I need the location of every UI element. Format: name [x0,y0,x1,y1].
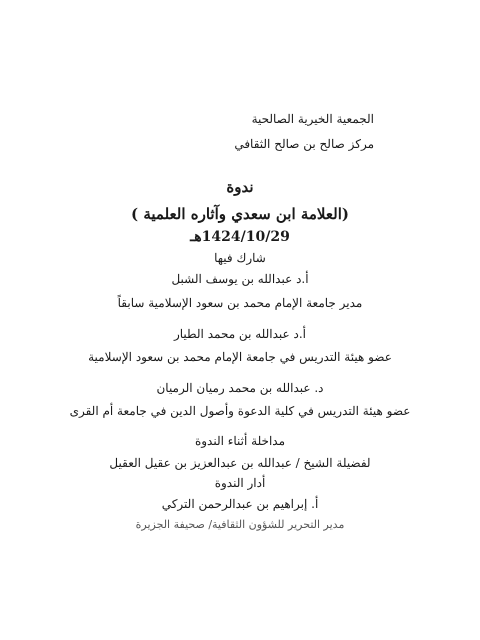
participant-role: عضو هيئة التدريس في جامعة الإمام محمد بن سعود الإسلامية [88,350,392,364]
contribution-heading: مداخلة أثناء الندوة [194,434,286,448]
organization-name: الجمعية الخيرية الصالحية [251,112,374,126]
contribution-person: لفضيلة الشيخ / عبدالله بن عبدالعزيز بن عقيل العقيل [109,456,371,470]
moderator-name: أ. إبراهيم بن عبدالرحمن التركي [161,497,319,511]
moderator-heading: أدار الندوة [214,476,266,490]
participant-name: أ.د عبدالله بن يوسف الشبل [171,272,309,286]
moderator-role: مدير التحرير للشؤون الثقافية/ صحيفة الجزيرة [135,518,345,531]
symposium-label: ندوة [226,178,254,196]
symposium-subject: (العلامة ابن سعدي وآثاره العلمية ) [131,205,349,223]
participant-role: عضو هيئة التدريس في كلية الدعوة وأصول الدين في جامعة أم القرى [69,404,411,418]
symposium-date: 1424/10/29هـ [190,229,290,245]
participant-name: أ.د عبدالله بن محمد الطيار [173,327,307,341]
participants-intro: شارك فيها [214,251,266,265]
participant-role: مدير جامعة الإمام محمد بن سعود الإسلامية سابقاً [117,296,363,310]
cultural-center-name: مركز صالح بن صالح الثقافي [234,137,374,151]
participant-name: د. عبدالله بن محمد رميان الرميان [156,381,324,395]
